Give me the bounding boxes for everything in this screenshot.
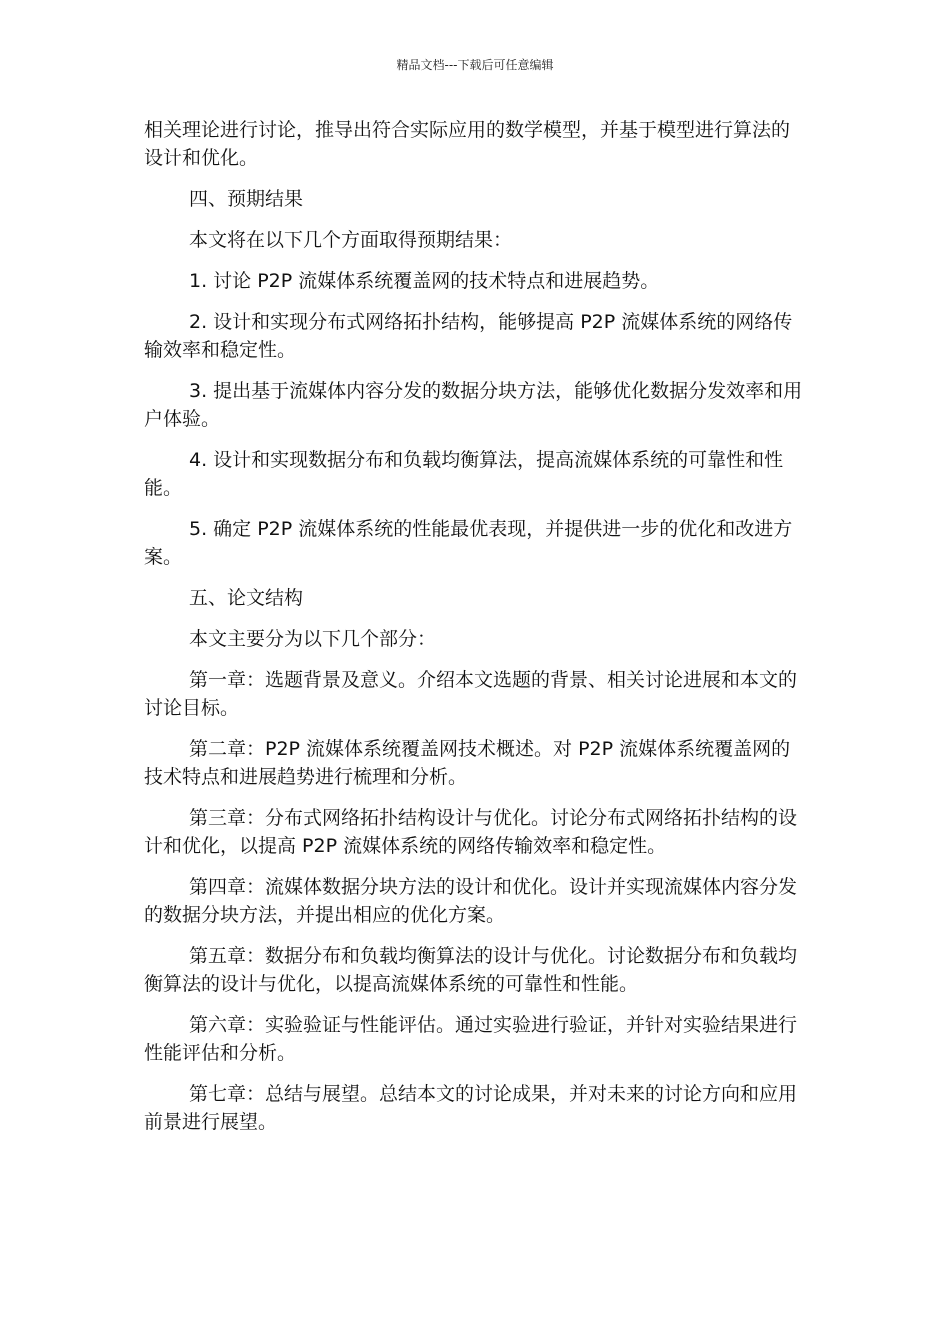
paragraph-intro-structure: 本文主要分为以下几个部分：	[189, 628, 437, 650]
chapter-item-2: 第二章：P2P 流媒体系统覆盖网技术概述。对 P2P 流媒体系统覆盖网的技术特点和进展趋势进行梳理和分析。	[144, 738, 791, 788]
chapter-item-6: 第六章：实验验证与性能评估。通过实验进行验证，并针对实验结果进行性能评估和分析。	[144, 1014, 798, 1064]
result-item-3: 3. 提出基于流媒体内容分发的数据分块方法，能够优化数据分发效率和用户体验。	[144, 380, 803, 430]
chapter-item-1: 第一章：选题背景及意义。介绍本文选题的背景、相关讨论进展和本文的讨论目标。	[144, 669, 798, 719]
chapter-item-4: 第四章：流媒体数据分块方法的设计和优化。设计并实现流媒体内容分发的数据分块方法，并提出相应的优化方案。	[144, 876, 798, 926]
section-heading-expected-results: 四、预期结果	[189, 188, 304, 210]
result-item-4: 4. 设计和实现数据分布和负载均衡算法，提高流媒体系统的可靠性和性能。	[144, 449, 784, 499]
page-header: 精品文档---下载后可任意编辑	[396, 58, 554, 72]
chapter-item-7: 第七章：总结与展望。总结本文的讨论成果，并对未来的讨论方向和应用前景进行展望。	[144, 1083, 798, 1133]
paragraph-continuation: 相关理论进行讨论，推导出符合实际应用的数学模型，并基于模型进行算法的设计和优化。	[144, 119, 791, 169]
chapter-item-5: 第五章：数据分布和负载均衡算法的设计与优化。讨论数据分布和负载均衡算法的设计与优化，以提高流媒体系统的可靠性和性能。	[144, 945, 798, 995]
document-body	[144, 116, 806, 1149]
result-item-2: 2. 设计和实现分布式网络拓扑结构，能够提高 P2P 流媒体系统的网络传输效率和稳定性。	[144, 311, 793, 361]
result-item-5: 5. 确定 P2P 流媒体系统的性能最优表现，并提供进一步的优化和改进方案。	[144, 518, 793, 568]
chapter-item-3: 第三章：分布式网络拓扑结构设计与优化。讨论分布式网络拓扑结构的设计和优化，以提高 P2P 流媒体系统的网络传输效率和稳定性。	[144, 807, 798, 857]
section-heading-structure: 五、论文结构	[189, 587, 304, 609]
paragraph-intro-results: 本文将在以下几个方面取得预期结果：	[189, 229, 513, 251]
result-item-1: 1. 讨论 P2P 流媒体系统覆盖网的技术特点和进展趋势。	[189, 270, 660, 292]
